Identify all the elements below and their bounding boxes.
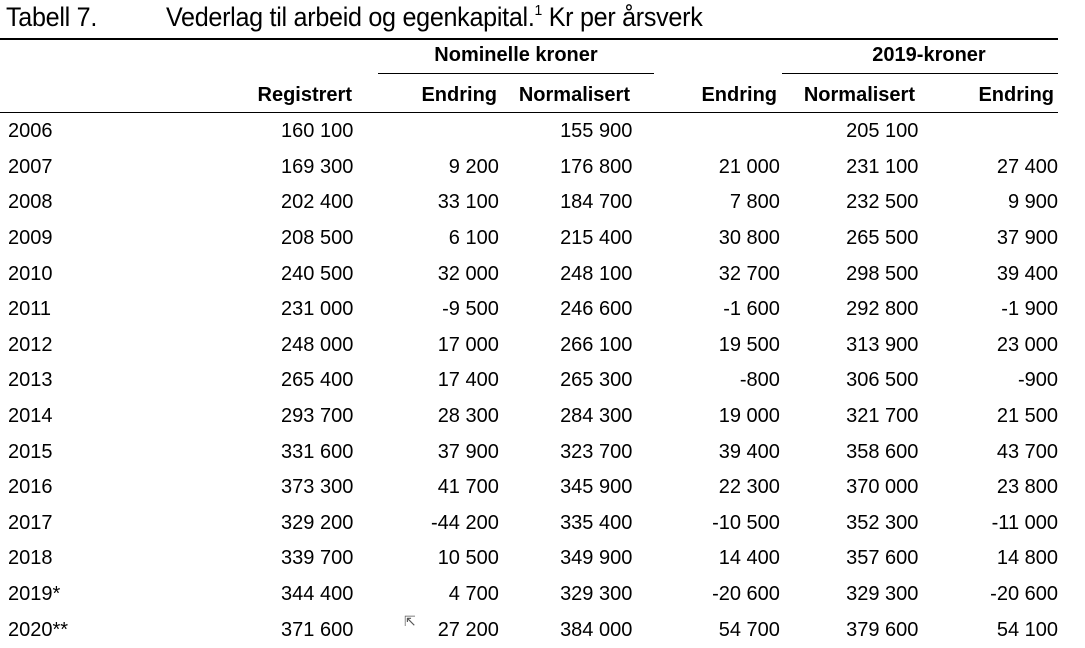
value-cell: 14 400 — [718, 547, 780, 570]
group-underline-nominal — [378, 73, 654, 74]
value-cell: 9 900 — [1007, 191, 1058, 214]
value-cell: 329 200 — [281, 511, 354, 534]
value-cell: 339 700 — [281, 547, 354, 570]
year-cell: 2010 — [8, 262, 53, 285]
table-title — [6, 2, 702, 33]
table-row — [0, 185, 1058, 221]
col-header-normalisert-nominal: Normalisert — [518, 84, 630, 106]
value-cell: 248 000 — [281, 333, 354, 356]
value-cell: 39 400 — [996, 262, 1058, 285]
table-row — [0, 434, 1058, 470]
value-cell: 344 400 — [281, 583, 354, 606]
value-cell: 160 100 — [281, 120, 354, 143]
table-row — [0, 470, 1058, 506]
value-cell: 240 500 — [281, 262, 354, 285]
table-row — [0, 363, 1058, 399]
value-cell: 373 300 — [281, 476, 354, 499]
value-cell: 33 100 — [437, 191, 499, 214]
value-cell: 205 100 — [846, 120, 919, 143]
year-cell: 2006 — [8, 120, 53, 143]
table-row — [0, 292, 1058, 328]
value-cell: 28 300 — [437, 405, 499, 428]
year-cell: 2019* — [8, 583, 61, 606]
table-number: Tabell 7. — [6, 2, 98, 32]
col-header-registrert: Registrert — [257, 84, 352, 106]
value-cell: 284 300 — [560, 405, 633, 428]
year-cell: 2017 — [8, 511, 53, 534]
value-cell: 4 700 — [448, 583, 499, 606]
mouse-pointer-icon: ⇱ — [404, 613, 416, 629]
value-cell: 176 800 — [560, 155, 633, 178]
value-cell: 323 700 — [560, 440, 633, 463]
value-cell: 335 400 — [560, 511, 633, 534]
title-text: Vederlag til arbeid og egenkapital. — [165, 2, 535, 32]
value-cell: 215 400 — [560, 227, 633, 250]
value-cell: 352 300 — [846, 511, 919, 534]
value-cell: 329 300 — [846, 583, 919, 606]
group-underline-real — [782, 73, 1058, 74]
year-cell: 2008 — [8, 191, 53, 214]
value-cell: 54 700 — [718, 618, 780, 641]
value-cell: 23 000 — [996, 333, 1058, 356]
value-cell: 379 600 — [846, 618, 919, 641]
table-row — [0, 506, 1058, 542]
table-row — [0, 150, 1058, 186]
value-cell: 43 700 — [996, 440, 1058, 463]
value-cell: 246 600 — [560, 298, 633, 321]
table-row — [0, 328, 1058, 364]
value-cell: 32 700 — [718, 262, 780, 285]
value-cell: 331 600 — [281, 440, 354, 463]
value-cell: -10 500 — [712, 511, 780, 534]
col-header-endring-nominal-normalised: Endring — [701, 84, 777, 106]
value-cell: -20 600 — [990, 583, 1058, 606]
value-cell: 265 500 — [846, 227, 919, 250]
value-cell: 357 600 — [846, 547, 919, 570]
group-header-nominal: Nominelle kroner — [434, 44, 598, 66]
value-cell: 293 700 — [281, 405, 354, 428]
value-cell: 358 600 — [846, 440, 919, 463]
value-cell: 248 100 — [560, 262, 633, 285]
value-cell: 208 500 — [281, 227, 354, 250]
value-cell: 265 300 — [560, 369, 633, 392]
value-cell — [353, 114, 499, 150]
value-cell: 329 300 — [560, 583, 633, 606]
year-cell: 2011 — [8, 298, 52, 321]
value-cell: -20 600 — [712, 583, 780, 606]
value-cell: 19 500 — [718, 333, 780, 356]
year-cell: 2015 — [8, 440, 53, 463]
value-cell: -44 200 — [431, 511, 499, 534]
value-cell: 23 800 — [996, 476, 1058, 499]
value-cell: 9 200 — [448, 155, 499, 178]
value-cell: 292 800 — [846, 298, 919, 321]
value-cell: 231 000 — [281, 298, 354, 321]
value-cell: 232 500 — [846, 191, 919, 214]
group-header-real: 2019-kroner — [872, 44, 986, 66]
value-cell: 22 300 — [718, 476, 780, 499]
value-cell: 17 400 — [437, 369, 499, 392]
top-rule — [0, 38, 1058, 40]
value-cell: 10 500 — [437, 547, 499, 570]
value-cell: 345 900 — [560, 476, 633, 499]
value-cell: -1 600 — [723, 298, 780, 321]
table-row — [0, 256, 1058, 292]
value-cell: 266 100 — [560, 333, 633, 356]
value-cell: 37 900 — [437, 440, 499, 463]
year-cell: 2016 — [8, 476, 53, 499]
value-cell: 17 000 — [437, 333, 499, 356]
table-row — [0, 612, 1058, 648]
value-cell: 41 700 — [437, 476, 499, 499]
year-cell: 2013 — [8, 369, 53, 392]
data-table — [0, 114, 1058, 648]
year-cell: 2014 — [8, 405, 53, 428]
col-header-endring-nominal: Endring — [421, 84, 497, 106]
value-cell: 321 700 — [846, 405, 919, 428]
title-footnote-marker: 1 — [534, 2, 542, 19]
value-cell: 21 500 — [996, 405, 1058, 428]
value-cell: -900 — [1017, 369, 1058, 392]
value-cell: 169 300 — [281, 155, 354, 178]
value-cell — [918, 114, 1058, 150]
value-cell: -9 500 — [442, 298, 499, 321]
value-cell: -1 900 — [1001, 298, 1058, 321]
value-cell: 384 000 — [560, 618, 633, 641]
year-cell: 2020** — [8, 618, 69, 641]
value-cell: 32 000 — [437, 262, 499, 285]
value-cell: 184 700 — [560, 191, 633, 214]
header-rule — [0, 112, 1058, 113]
table-row — [0, 577, 1058, 613]
value-cell: 21 000 — [718, 155, 780, 178]
value-cell: 349 900 — [560, 547, 633, 570]
year-cell: 2018 — [8, 547, 53, 570]
table-row — [0, 541, 1058, 577]
value-cell: 54 100 — [996, 618, 1058, 641]
value-cell: 27 200 — [437, 618, 499, 641]
table-row — [0, 399, 1058, 435]
value-cell: 39 400 — [718, 440, 780, 463]
value-cell: 370 000 — [846, 476, 919, 499]
table-row — [0, 114, 1058, 150]
year-cell: 2007 — [8, 155, 53, 178]
value-cell: 37 900 — [996, 227, 1058, 250]
col-header-endring-real: Endring — [978, 84, 1054, 106]
value-cell: 14 800 — [996, 547, 1058, 570]
value-cell: 155 900 — [560, 120, 633, 143]
value-cell: 30 800 — [718, 227, 780, 250]
value-cell: 371 600 — [281, 618, 354, 641]
value-cell: 298 500 — [846, 262, 919, 285]
value-cell — [632, 114, 780, 150]
year-cell: 2009 — [8, 227, 53, 250]
year-cell: 2012 — [8, 333, 53, 356]
value-cell: 265 400 — [281, 369, 354, 392]
col-header-normalisert-real: Normalisert — [803, 84, 915, 106]
value-cell: 313 900 — [846, 333, 919, 356]
value-cell: 231 100 — [846, 155, 919, 178]
value-cell: 27 400 — [996, 155, 1058, 178]
value-cell: 306 500 — [846, 369, 919, 392]
value-cell: -800 — [739, 369, 780, 392]
value-cell: 7 800 — [729, 191, 780, 214]
value-cell: 202 400 — [281, 191, 354, 214]
value-cell: -11 000 — [991, 511, 1058, 534]
title-unit: Kr per årsverk — [548, 2, 703, 32]
value-cell: 6 100 — [448, 227, 499, 250]
value-cell: 19 000 — [718, 405, 780, 428]
table-row — [0, 221, 1058, 257]
